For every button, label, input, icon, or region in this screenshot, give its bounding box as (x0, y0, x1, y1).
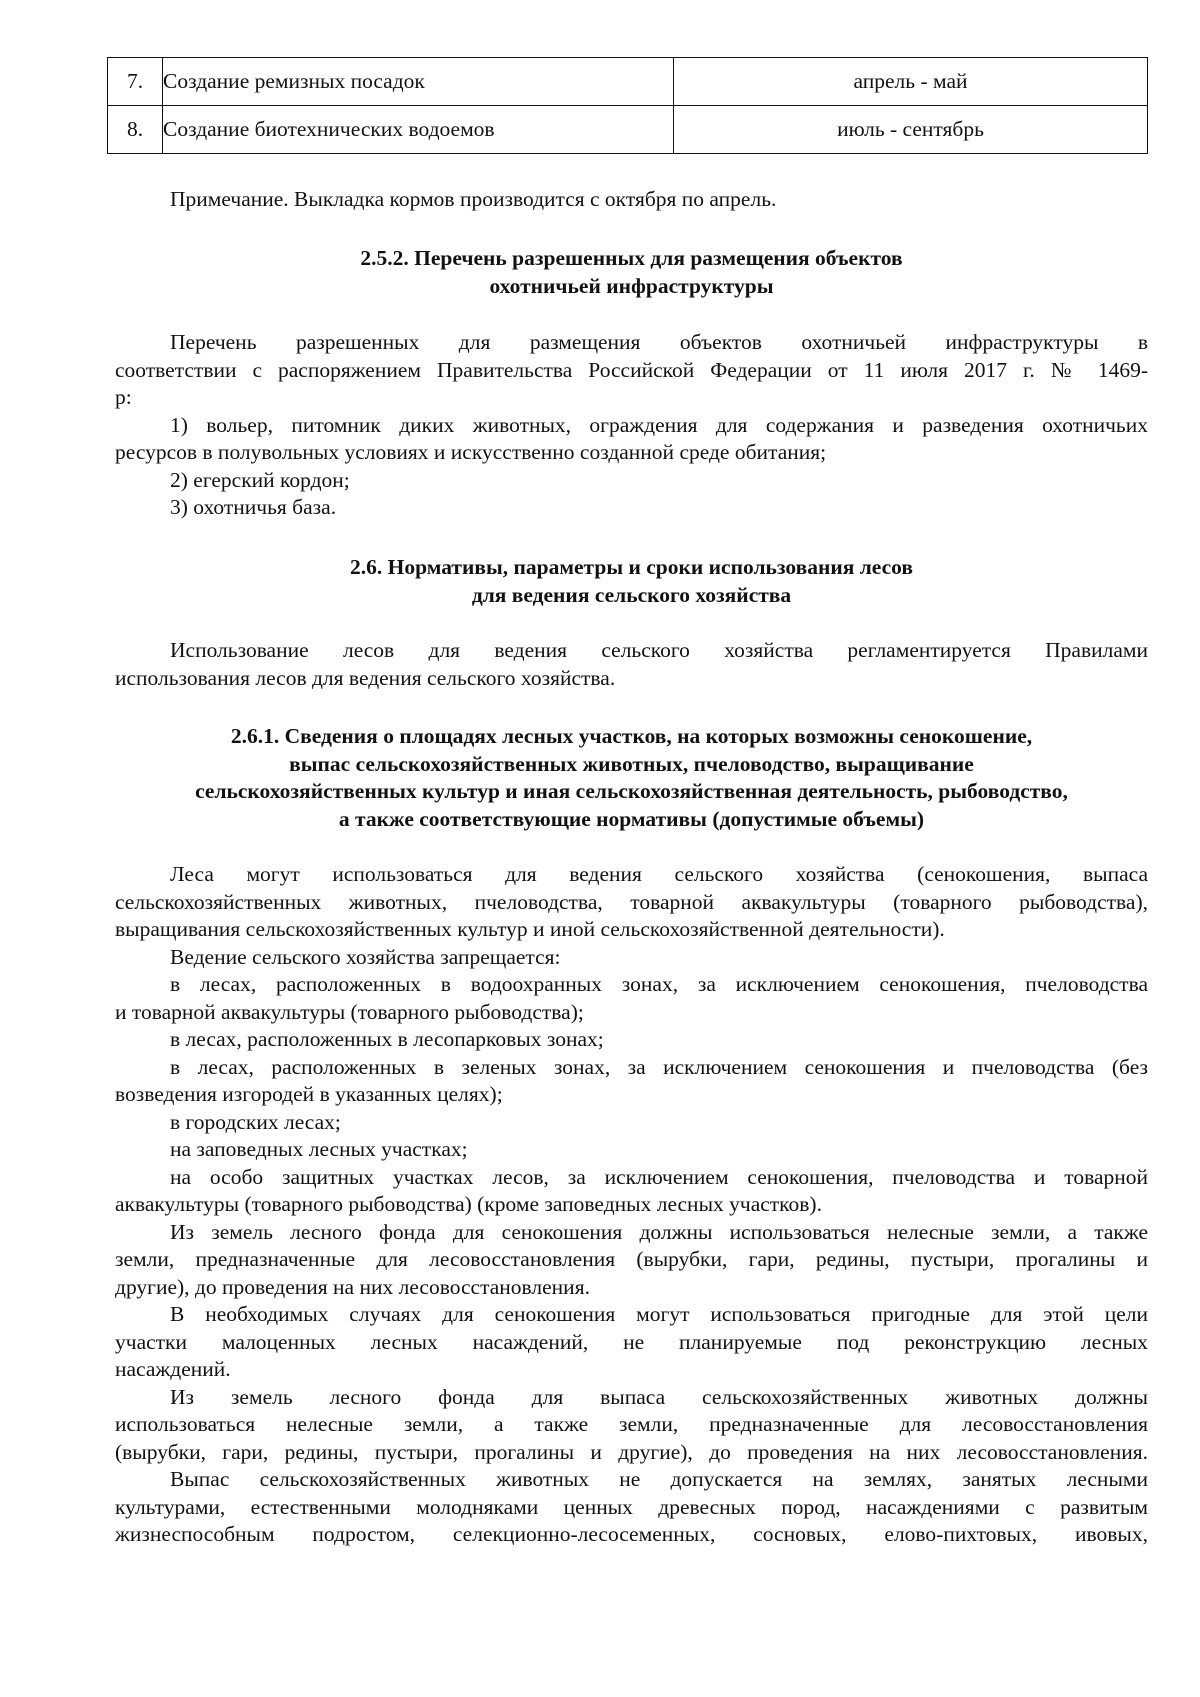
list-item: 3) охотничья база. (170, 495, 337, 519)
paragraph-line: Использование лесов для ведения сельского хозяйства регламентируется Правилами (170, 638, 1148, 662)
section-body-2-6 (115, 637, 1148, 692)
activity-name: Создание биотехнических водоемов (163, 106, 674, 154)
paragraph-line: земли, предназначенные для лесовосстановления (вырубки, гари, редины, пустыри, прогалины и (115, 1247, 1148, 1271)
paragraph-line: и товарной аквакультуры (товарного рыбоводства); (115, 999, 584, 1024)
heading-line: 2.5.2. Перечень разрешенных для размещения объектов (360, 246, 903, 270)
heading-line: для ведения сельского хозяйства (471, 582, 792, 607)
activity-period: июль - сентябрь (674, 106, 1148, 154)
paragraph-line: в лесах, расположенных в водоохранных зонах, за исключением сенокошения, пчеловодства (170, 972, 1148, 996)
heading-line: а также соответствующие нормативы (допустимые объемы) (338, 806, 925, 831)
section-heading-2-6 (115, 554, 1148, 609)
paragraph-line: Из земель лесного фонда для сенокошения должны использоваться нелесные земли, а также (170, 1219, 1148, 1244)
paragraph-line: соответствии с распоряжением Правительства Российской Федерации от 11 июля 2017 г. № 1469- (115, 357, 1148, 382)
table-row (108, 58, 1148, 106)
paragraph-line: насаждений. (115, 1357, 231, 1381)
heading-line: выпас сельскохозяйственных животных, пчеловодство, выращивание (289, 751, 974, 776)
paragraph-line: на особо защитных участках лесов, за исключением сенокошения, пчеловодства и товарной (170, 1164, 1148, 1189)
list-item: 1) вольер, питомник диких животных, ограждения для содержания и разведения охотничьих (170, 412, 1148, 437)
note-text: Примечание. Выкладка кормов производится с октября по апрель. (170, 187, 777, 211)
list-item-continuation: ресурсов в полувольных условиях и искусственно созданной среде обитания; (115, 440, 827, 464)
paragraph-line: Перечень разрешенных для размещения объектов охотничьей инфраструктуры в (170, 330, 1148, 354)
paragraph-line: Ведение сельского хозяйства запрещается: (170, 944, 561, 969)
paragraph-line: участки малоценных лесных насаждений, не планируемые под реконструкцию лесных (115, 1329, 1148, 1354)
paragraph-line: культурами, естественными молодняками ценных древесных пород, насаждениями с развитым (115, 1494, 1148, 1519)
paragraph-line: использования лесов для ведения сельского хозяйства. (115, 665, 616, 690)
table-row (108, 106, 1148, 154)
row-number: 7. (108, 58, 163, 106)
paragraph-line: Леса могут использоваться для ведения сельского хозяйства (сенокошения, выпаса (170, 862, 1148, 886)
paragraph-line: В необходимых случаях для сенокошения могут использоваться пригодные для этой цели (170, 1302, 1148, 1326)
heading-line: 2.6.1. Сведения о площадях лесных участков, на которых возможны сенокошение, (230, 724, 1033, 748)
section-body-2-5-2 (115, 329, 1148, 522)
paragraph-line: возведения изгородей в указанных целях); (115, 1082, 503, 1106)
row-number: 8. (108, 106, 163, 154)
section-body-2-6-1 (115, 861, 1148, 1549)
activity-period: апрель - май (674, 58, 1148, 106)
paragraph-line: жизнеспособным подростом, селекционно-лесосеменных, сосновых, елово-пихтовых, ивовых, (115, 1522, 1148, 1546)
paragraph-line: использоваться нелесные земли, а также земли, предназначенные для лесовосстановления (115, 1412, 1148, 1436)
paragraph-line: р: (115, 385, 132, 409)
list-item: 2) егерский кордон; (170, 467, 350, 492)
paragraph-line: выращивания сельскохозяйственных культур и иной сельскохозяйственной деятельности). (115, 917, 945, 941)
schedule-table (107, 57, 1148, 154)
section-heading-2-6-1 (115, 723, 1148, 833)
paragraph-line: сельскохозяйственных животных, пчеловодства, товарной аквакультуры (товарного рыбоводства), (115, 889, 1148, 914)
heading-line: охотничьей инфраструктуры (489, 273, 774, 298)
paragraph-line: аквакультуры (товарного рыбоводства) (кроме заповедных лесных участков). (115, 1192, 822, 1216)
heading-line: 2.6. Нормативы, параметры и сроки использования лесов (350, 555, 913, 579)
paragraph-line: (вырубки, гари, редины, пустыри, прогалины и другие), до проведения на них лесовосстановления. (115, 1439, 1148, 1464)
paragraph-line: в лесах, расположенных в зеленых зонах, за исключением сенокошения и пчеловодства (без (170, 1054, 1148, 1079)
section-heading-2-5-2 (115, 245, 1148, 300)
paragraph-line: на заповедных лесных участках; (170, 1137, 468, 1161)
paragraph-line: Из земель лесного фонда для выпаса сельскохозяйственных животных должны (170, 1384, 1148, 1409)
heading-line: сельскохозяйственных культур и иная сельскохозяйственная деятельность, рыбоводство, (195, 779, 1068, 803)
activity-name: Создание ремизных посадок (163, 58, 674, 106)
paragraph-line: в городских лесах; (170, 1109, 341, 1134)
paragraph-line: Выпас сельскохозяйственных животных не допускается на землях, занятых лесными (170, 1467, 1148, 1491)
paragraph-line: другие), до проведения на них лесовосстановления. (115, 1274, 590, 1299)
paragraph-line: в лесах, расположенных в лесопарковых зонах; (170, 1027, 604, 1051)
